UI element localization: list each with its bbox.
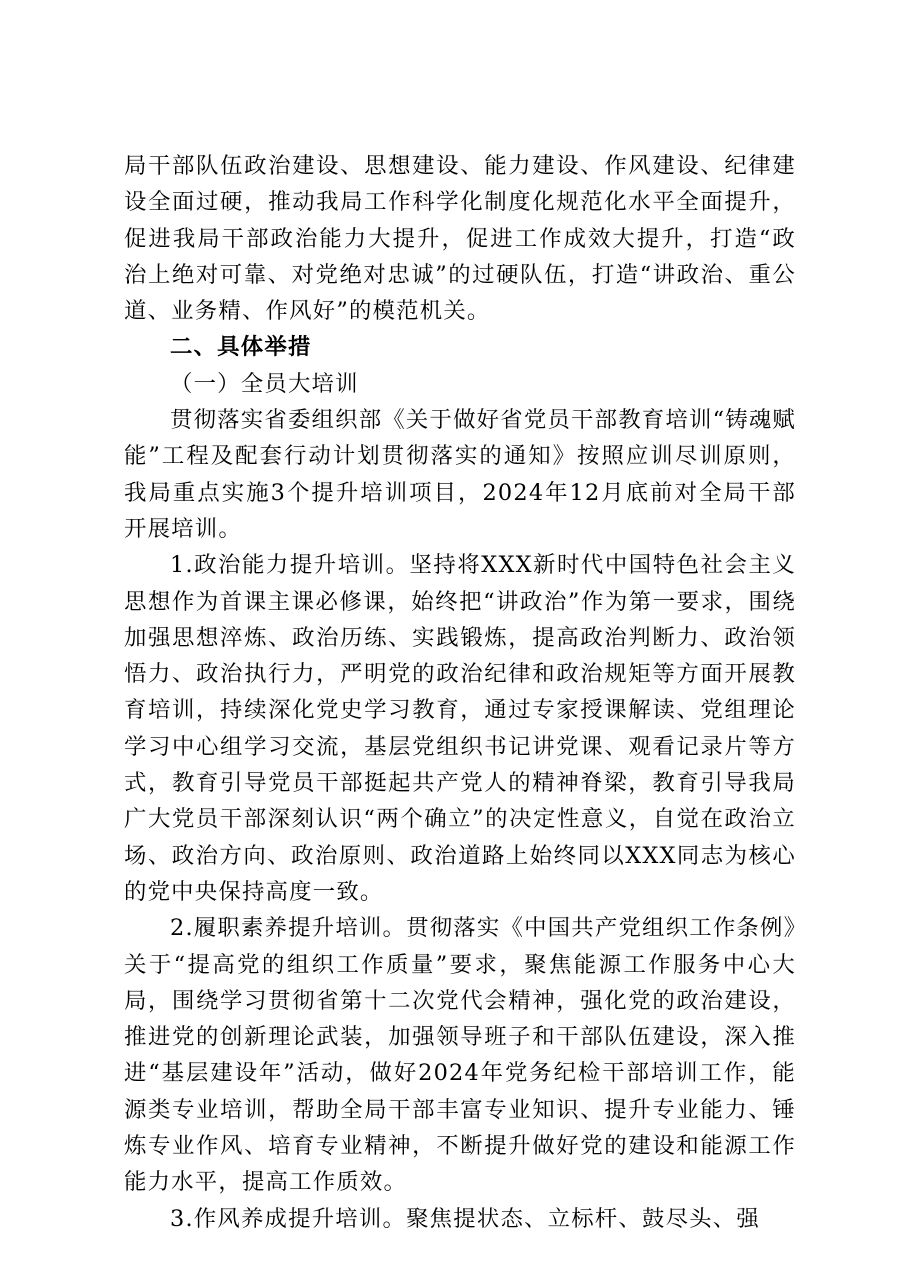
paragraph-duty-training: 2.履职素养提升培训。贯彻落实《中国共产党组织工作条例》关于“提高党的组织工作质量”要求，聚焦能源工作服务中心大局，围绕学习贯彻省第十二次党代会精神，强化党的政治建设，推进党的创新理论武装，加强领导班子和干部队伍建设，深入推进“基层建设年”活动，做好2024年党务纪检干部培训工作，能源类专业培训，帮助全局干部丰富专业知识、提升专业能力、锤炼专业作风、培育专业精神，不断提升做好党的建设和能源工作能力水平，提高工作质效。	[124, 915, 796, 1196]
section-heading-specific-measures: 二、具体举措	[170, 334, 312, 361]
document-page	[124, 148, 796, 1237]
paragraph-training-overview: 贯彻落实省委组织部《关于做好省党员干部教育培训“铸魂赋能”工程及配套行动计划贯彻落实的通知》按照应训尽训原则，我局重点实施3个提升培训项目，2024年12月底前对全局干部开展培训。	[124, 407, 797, 542]
subsection-heading-training: （一）全员大培训	[170, 370, 359, 397]
paragraph-political-training: 1.政治能力提升培训。坚持将XXX新时代中国特色社会主义思想作为首课主课必修课，始终把“讲政治”作为第一要求，围绕加强思想淬炼、政治历练、实践锻炼，提高政治判断力、政治领悟力、政治执行力，严明党的政治纪律和政治规矩等方面开展教育培训，持续深化党史学习教育，通过专家授课解读、党组理论学习中心组学习交流，基层党组织书记讲党课、观看记录片等方式，教育引导党员干部挺起共产党人的精神脊梁，教育引导我局广大党员干部深刻认识“两个确立”的决定性意义，自觉在政治立场、政治方向、政治原则、政治道路上始终同以XXX同志为核心的党中央保持高度一致。	[124, 552, 796, 905]
paragraph-intro: 局干部队伍政治建设、思想建设、能力建设、作风建设、纪律建设全面过硬，推动我局工作科学化制度化规范化水平全面提升，促进我局干部政治能力大提升，促进工作成效大提升，打造“政治上绝对可靠、对党绝对忠诚”的过硬队伍，打造“讲政治、重公道、业务精、作风好”的模范机关。	[124, 153, 796, 325]
paragraph-style-training: 3.作风养成提升培训。聚焦提状态、立标杆、鼓尽头、强	[170, 1205, 760, 1232]
